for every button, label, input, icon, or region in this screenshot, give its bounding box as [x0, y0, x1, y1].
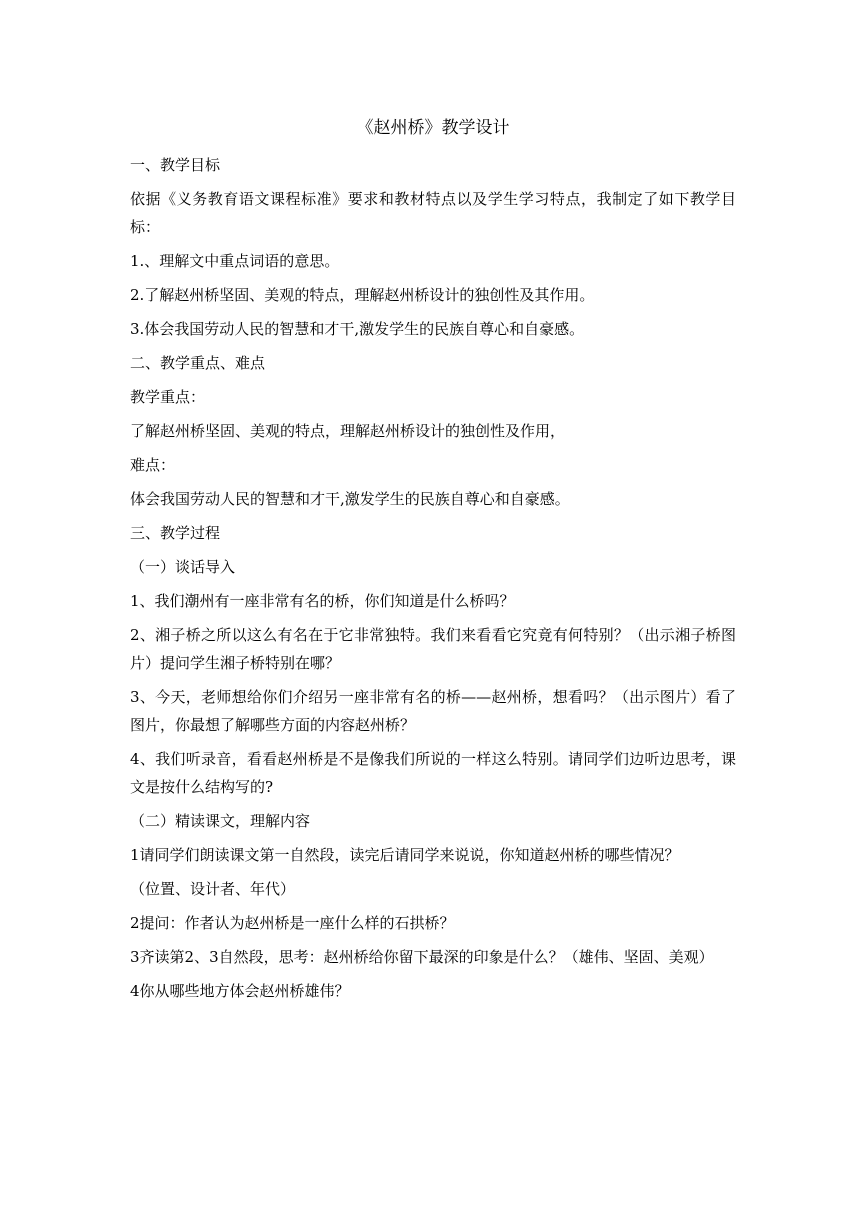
process-step-4: 4、我们听录音，看看赵州桥是不是像我们所说的一样这么特别。请同学们边听边思考，课文是按什么结构写的?	[130, 750, 736, 796]
paragraph-objectives-intro: 依据《义务教育语文课程标准》要求和教材特点以及学生学习特点，我制定了如下教学目标：	[130, 190, 736, 236]
subheading-close-reading: （二）精读课文，理解内容	[130, 812, 311, 830]
process-step-2: 2、湘子桥之所以这么有名在于它非常独特。我们来看看它究竟有何特别？（出示湘子桥图片）提问学生湘子桥特别在哪？	[130, 626, 736, 672]
objective-item-2: 2.了解赵州桥坚固、美观的特点，理解赵州桥设计的独创性及其作用。	[130, 286, 595, 304]
paragraph-key-point: 了解赵州桥坚固、美观的特点，理解赵州桥设计的独创性及作用，	[130, 422, 566, 440]
label-key-point: 教学重点：	[130, 388, 206, 406]
process-step-3: 3、今天，老师想给你们介绍另一座非常有名的桥——赵州桥，想看吗？（出示图片）看了图片，你最想了解哪些方面的内容赵州桥？	[130, 688, 736, 734]
document-body	[130, 113, 736, 1011]
section-heading-process: 三、教学过程	[130, 524, 221, 542]
section-heading-key-points: 二、教学重点、难点	[130, 354, 266, 372]
reading-step-4: 4你从哪些地方体会赵州桥雄伟？	[130, 982, 350, 1000]
reading-step-1: 1请同学们朗读课文第一自然段，读完后请同学来说说，你知道赵州桥的哪些情况？	[130, 846, 680, 864]
reading-step-3: 3齐读第2、3自然段，思考：赵州桥给你留下最深的印象是什么？（雄伟、坚固、美观）	[130, 948, 714, 966]
reading-step-2: 2提问：作者认为赵州桥是一座什么样的石拱桥？	[130, 914, 455, 932]
reading-step-1-answer: （位置、设计者、年代）	[130, 880, 296, 898]
subheading-introduction: （一）谈话导入	[130, 558, 236, 576]
objective-item-1: 1.、理解文中重点词语的意思。	[130, 252, 340, 270]
label-difficulty: 难点：	[130, 456, 176, 474]
paragraph-difficulty: 体会我国劳动人民的智慧和才干,激发学生的民族自尊心和自豪感。	[130, 490, 570, 508]
document-title: 《赵州桥》教学设计	[356, 118, 510, 138]
process-step-1: 1、我们潮州有一座非常有名的桥，你们知道是什么桥吗？	[130, 592, 515, 610]
objective-item-3: 3.体会我国劳动人民的智慧和才干,激发学生的民族自尊心和自豪感。	[130, 320, 585, 338]
section-heading-objectives: 一、教学目标	[130, 156, 221, 174]
